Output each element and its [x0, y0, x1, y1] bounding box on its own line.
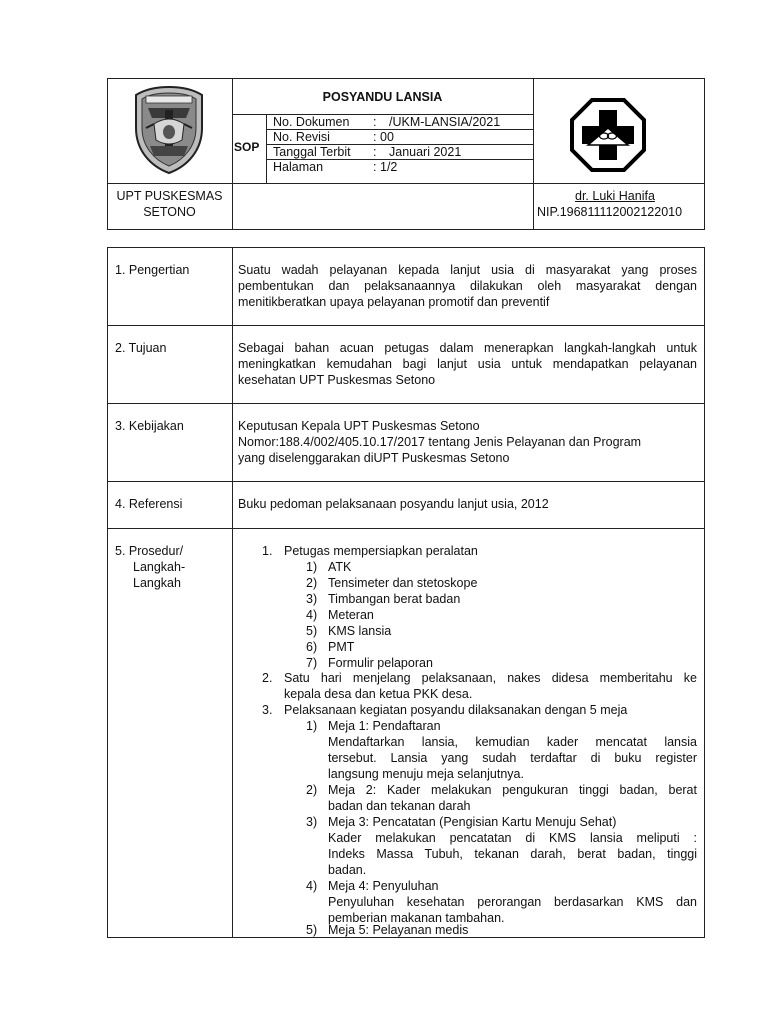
- list-item: Meteran: [328, 608, 374, 622]
- list-item-number: 4): [306, 608, 318, 622]
- signer-name: dr. Luki Hanifa: [575, 189, 655, 203]
- doc-field-value: 00: [380, 130, 394, 144]
- doc-field-value: 1/2: [380, 160, 398, 174]
- regency-crest-logo: [132, 84, 206, 176]
- list-item-number: 5): [306, 624, 318, 638]
- section-text: yang diselenggarakan diUPT Puskesmas Setono: [238, 451, 510, 465]
- table-divider: [232, 247, 233, 938]
- meja-text: pemberian makanan tambahan.: [328, 911, 505, 925]
- doc-field-label: Tanggal Terbit: [273, 145, 351, 159]
- meja-text: Meja 2: Kader melakukan pengukuran tinggi badan, berat: [328, 783, 697, 797]
- list-item-number: 4): [306, 879, 318, 893]
- section-text: menitikberatkan upaya pelayanan promotif dan preventif: [238, 295, 550, 309]
- section-label: 1. Pengertian: [115, 263, 190, 277]
- doc-field-sep: :: [373, 145, 377, 159]
- section-label: 3. Kebijakan: [115, 419, 184, 433]
- meja-title: Meja 3: Pencatatan (Pengisian Kartu Menuju Sehat): [328, 815, 617, 829]
- section-text: pembentukan dan pelaksanaannya dilakukan oleh masyarakat dengan: [238, 279, 697, 293]
- step-number: 1.: [262, 544, 273, 558]
- section-label: 4. Referensi: [115, 497, 183, 511]
- section-text: kesehatan UPT Puskesmas Setono: [238, 373, 436, 387]
- doc-field-value: Januari 2021: [389, 145, 462, 159]
- doc-field-label: No. Revisi: [273, 130, 330, 144]
- section-text: Keputusan Kepala UPT Puskesmas Setono: [238, 419, 480, 433]
- step-text: Satu hari menjelang pelaksanaan, nakes didesa memberitahu ke: [284, 671, 697, 685]
- section-label: Langkah: [133, 576, 181, 590]
- list-item: Formulir pelaporan: [328, 656, 433, 670]
- header-divider: [107, 183, 705, 184]
- header-divider: [533, 78, 534, 230]
- sop-title: POSYANDU LANSIA: [322, 90, 443, 104]
- section-text: Suatu wadah pelayanan kepada lanjut usia di masyarakat yang proses: [238, 263, 697, 277]
- list-item-number: 7): [306, 656, 318, 670]
- table-divider: [107, 325, 705, 326]
- meja-title: Meja 1: Pendaftaran: [328, 719, 441, 733]
- section-text: Nomor:188.4/002/405.10.17/2017 tentang Jenis Pelayanan dan Program: [238, 435, 642, 449]
- meja-text: langsung menuju meja selanjutnya.: [328, 767, 524, 781]
- list-item-number: 3): [306, 815, 318, 829]
- meja-text: Indeks Massa Tubuh, tekanan darah, berat badan, tinggi: [328, 847, 697, 861]
- doc-field-label: No. Dokumen: [273, 115, 350, 129]
- meja-text: badan.: [328, 863, 367, 877]
- meja-text: Kader melakukan pencatatan di KMS lansia meliputi :: [328, 831, 697, 845]
- step-number: 2.: [262, 671, 273, 685]
- list-item-number: 2): [306, 783, 318, 797]
- step-text: Pelaksanaan kegiatan posyandu dilaksanakan dengan 5 meja: [284, 703, 628, 717]
- list-item: KMS lansia: [328, 624, 392, 638]
- org-name-line2: SETONO: [143, 205, 196, 219]
- step-text: kepala desa dan ketua PKK desa.: [284, 687, 473, 701]
- doc-field-label: Halaman: [273, 160, 324, 174]
- list-item-number: 1): [306, 560, 318, 574]
- list-item: ATK: [328, 560, 352, 574]
- meja-text: badan dan tekanan darah: [328, 799, 471, 813]
- list-item-number: 5): [306, 923, 318, 937]
- list-item-number: 6): [306, 640, 318, 654]
- doc-field-sep: :: [373, 160, 377, 174]
- puskesmas-logo: [570, 98, 646, 172]
- section-text: Buku pedoman pelaksanaan posyandu lanjut usia, 2012: [238, 497, 549, 511]
- doc-field-value: /UKM-LANSIA/2021: [389, 115, 501, 129]
- list-item: Timbangan berat badan: [328, 592, 461, 606]
- section-label: 2. Tujuan: [115, 341, 167, 355]
- table-divider: [107, 403, 705, 404]
- list-item: Tensimeter dan stetoskope: [328, 576, 478, 590]
- table-divider: [107, 528, 705, 529]
- meja-title: Meja 5: Pelayanan medis: [328, 923, 469, 937]
- doc-field-sep: :: [373, 130, 377, 144]
- list-item-number: 1): [306, 719, 318, 733]
- step-text: Petugas mempersiapkan peralatan: [284, 544, 478, 558]
- signer-nip: NIP.196811112002122010: [537, 205, 683, 219]
- list-item-number: 3): [306, 592, 318, 606]
- list-item-number: 2): [306, 576, 318, 590]
- header-divider: [266, 114, 267, 183]
- table-divider: [107, 481, 705, 482]
- step-number: 3.: [262, 703, 273, 717]
- list-item: PMT: [328, 640, 355, 654]
- section-label: Langkah-: [133, 560, 186, 574]
- section-text: meningkatkan kemudahan bagi lanjut usia untuk mendapatkan pelayanan: [238, 357, 697, 371]
- meja-text: Mendaftarkan lansia, kemudian kader mencatat lansia: [328, 735, 697, 749]
- doc-field-sep: :: [373, 115, 377, 129]
- section-label: 5. Prosedur/: [115, 544, 184, 558]
- section-text: Sebagai bahan acuan petugas dalam menerapkan langkah-langkah untuk: [238, 341, 697, 355]
- org-name: UPT PUSKESMAS: [116, 189, 223, 203]
- meja-title: Meja 4: Penyuluhan: [328, 879, 439, 893]
- meja-text: Penyuluhan kesehatan perorangan berdasarkan KMS dan: [328, 895, 697, 909]
- meja-text: tersebut. Lansia yang sudah terdaftar di buku register: [328, 751, 697, 765]
- sop-label: SOP: [234, 140, 260, 154]
